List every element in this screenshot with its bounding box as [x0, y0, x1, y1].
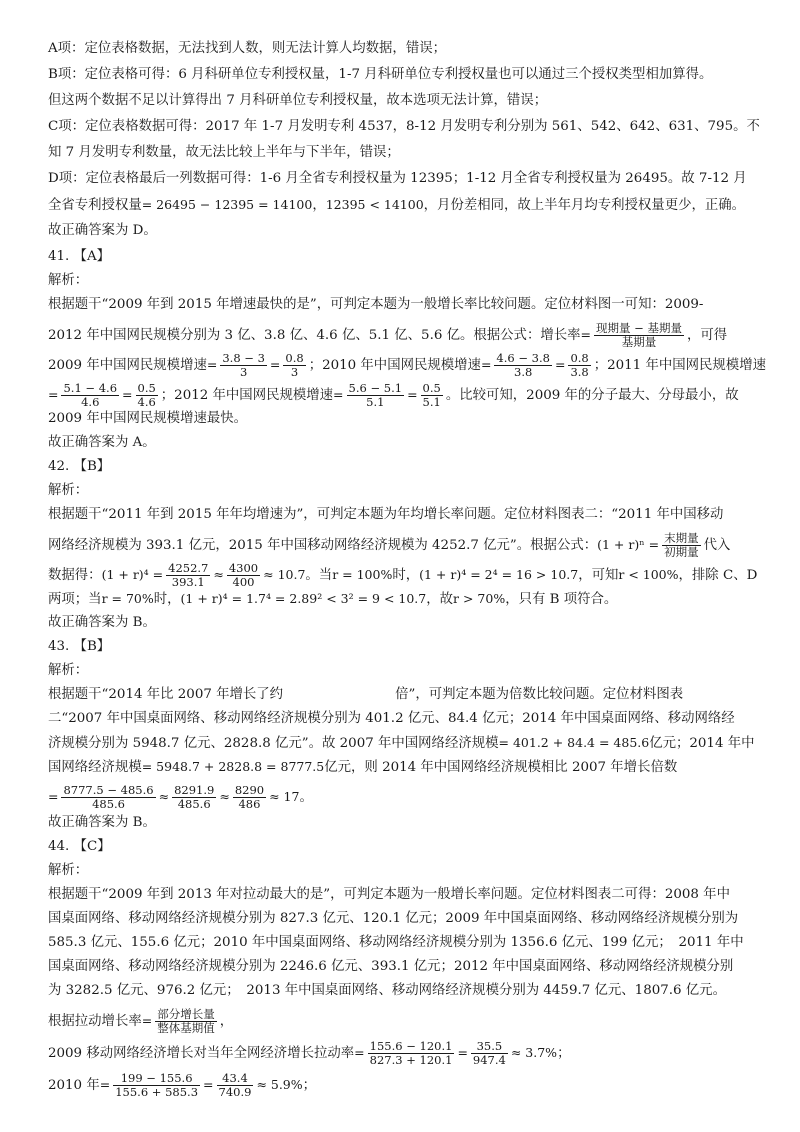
- option-b-line-2: 但这两个数据不足以计算得出 7 月科研单位专利授权量，故本选项无法计算，错误；: [48, 93, 548, 108]
- text: ，可得: [686, 328, 728, 343]
- analysis-label: 解析：: [48, 663, 89, 678]
- text: ；2011 年中国网民规模增速: [593, 358, 766, 373]
- fraction: $\frac{\text{现期量 − 基期量}}{\text{基期量}}$: [596, 321, 682, 349]
- q43-text-line-4: 国网络经济规模= 5948.7 + 2828.8 = 8777.5亿元，则 2014 年中国网络经济规模相比 2007 年增长倍数: [48, 759, 678, 775]
- text: 。比较可知，2009 年的分子最大、分母最小，故: [445, 388, 739, 403]
- text: 两项；当: [48, 592, 102, 607]
- q44-text-line-2: 国桌面网络、移动网络经济规模分别为 827.3 亿元、120.1 亿元；2009 年中国桌面网络、移动网络经济规模分别为: [48, 911, 739, 926]
- fraction: $\frac{5.6 - 5.1}{5.1}$: [348, 381, 403, 409]
- text: 根据拉动增长率: [48, 1014, 142, 1029]
- q41-text-line-5: 2009 年中国网民规模增速最快。: [48, 411, 248, 426]
- question-44-header: 44. 【C】: [48, 839, 111, 854]
- analysis-label: 解析：: [48, 273, 89, 288]
- text: 亿元，则 2014 年中国网络经济规模相比 2007 年增长倍数: [324, 760, 678, 775]
- text: 。: [299, 790, 313, 805]
- text: 济规模分别为 5948.7 亿元、2828.8 亿元”。故 2007 年中国网络经济规模: [48, 736, 499, 751]
- fraction: $\frac{4300}{400}$: [228, 561, 259, 589]
- fraction: $\frac{199 - 155.6}{155.6 + 585.3}$: [115, 1071, 199, 1099]
- fraction: $\frac{8291.9}{485.6}$: [174, 783, 215, 811]
- text: ，故: [426, 592, 454, 607]
- text: 全省专利授权量: [48, 198, 142, 213]
- text: ；: [302, 1078, 317, 1093]
- text: 时，: [153, 592, 181, 607]
- q42-text-line-1: 根据题干“2011 年到 2015 年年均增速为”，可判定本题为年均增长率问题。定位材料图表二：“2011 年中国移动: [48, 507, 724, 522]
- q43-text-line-3: 济规模分别为 5948.7 亿元、2828.8 亿元”。故 2007 年中国网络经济规模= 401.2 + 84.4 = 485.6亿元；2014 年中: [48, 735, 755, 751]
- q41-text-line-4: = $\frac{5.1 - 4.6}{4.6}$ = $\frac{0.5}{4.6}$ ；2012 年中国网民规模增速= $\frac{5.6 - 5.1}{5.1}$ = $\frac{0.5}{5.1}$ 。比较可知，2009 年的分子最大、分母最小，故: [48, 381, 739, 409]
- text: 2009 移动网络经济增长对当年全网经济增长拉动率: [48, 1046, 355, 1061]
- q44-text-line-6: 根据拉动增长率= $\frac{\text{部分增长量}}{\text{整体基期值}}$ ，: [48, 1007, 234, 1035]
- answer-line: 故正确答案为 D。: [48, 223, 157, 238]
- answer-line: 故正确答案为 A。: [48, 435, 156, 450]
- text: ，: [219, 1014, 234, 1029]
- q41-text-line-1: 根据题干“2009 年到 2015 年增速最快的是”，可判定本题为一般增长率比较问题。定位材料图一可知：2009-: [48, 297, 704, 312]
- text: 数据得：: [48, 568, 102, 583]
- text: 时，: [392, 568, 420, 583]
- text: 网络经济规模为 393.1 亿元，2015 年中国移动网络经济规模为 4252.7 亿元”。根据公式：: [48, 538, 598, 553]
- text: ，: [312, 198, 326, 213]
- q43-text-line-2: 二“2007 年中国桌面网络、移动网络经济规模分别为 401.2 亿元、84.4 亿元；2014 年中国桌面网络、移动网络经: [48, 711, 735, 726]
- fraction: $\frac{0.8}{3}$: [285, 351, 304, 379]
- option-d-line-2: [48, 196, 745, 215]
- q44-text-line-4: 国桌面网络、移动网络经济规模分别为 2246.6 亿元、393.1 亿元；2012 年中国桌面网络、移动网络经济规模分别: [48, 959, 734, 974]
- text: 2010 年: [48, 1078, 100, 1093]
- text: 。当: [305, 568, 333, 583]
- formula: 12395 < 14100: [325, 197, 424, 212]
- fraction: $\frac{8290}{486}$: [234, 783, 265, 811]
- text: ，月份差相同，故上半年月均专利授权量更少，正确。: [423, 198, 746, 213]
- q41-text-line-3: 2009 年中国网民规模增速= $\frac{3.8 - 3}{3}$ = $\frac{0.8}{3}$ ；2010 年中国网民规模增速= $\frac{4.6 - 3.8}{3.8}$ = $\frac{0.8}{3.8}$ ；2011 年中国网民规模增速: [48, 351, 766, 379]
- fraction: $\frac{5.1 - 4.6}{4.6}$: [63, 381, 118, 409]
- q44-text-line-8: 2010 年= $\frac{199 - 155.6}{155.6 + 585.3}$ = $\frac{43.4}{740.9}$ ≈ 5.9%；: [48, 1071, 317, 1099]
- q44-text-line-1: 根据题干“2009 年到 2013 年对拉动最大的是”，可判定本题为一般增长率问题。定位材料图表二可得：2008 年中: [48, 887, 730, 902]
- q42-text-line-2: 网络经济规模为 393.1 亿元，2015 年中国移动网络经济规模为 4252.7 亿元”。根据公式：(1 + r)ⁿ = $\frac{\text{末期量}}{\text{初期量}}$ 代入: [48, 531, 731, 559]
- q43-text-line-5: = $\frac{8777.5 - 485.6}{485.6}$ ≈ $\frac{8291.9}{485.6}$ ≈ $\frac{8290}{486}$ ≈ 17。: [48, 783, 313, 811]
- text: ；2012 年中国网民规模增速: [160, 388, 334, 403]
- q44-text-line-3: 585.3 亿元、155.6 亿元；2010 年中国桌面网络、移动网络经济规模分别为 1356.6 亿元、199 亿元； 2011 年中: [48, 935, 744, 950]
- fraction: $\frac{\text{末期量}}{\text{初期量}}$: [664, 531, 699, 559]
- formula: = 26495 − 12395 = 14100: [141, 197, 313, 212]
- text: 国网络经济规模: [48, 760, 142, 775]
- text: ；2010 年中国网民规模增速: [308, 358, 481, 373]
- q43-text-line-1: [48, 686, 683, 704]
- option-c-line-2: 知 7 月发明专利数量，故无法比较上半年与下半年，错误；: [48, 145, 400, 160]
- question-43-header: 43. 【B】: [48, 639, 111, 654]
- question-41-header: 41. 【A】: [48, 249, 111, 264]
- fraction: $\frac{0.5}{5.1}$: [422, 381, 441, 409]
- fraction: $\frac{35.5}{947.4}$: [472, 1039, 506, 1067]
- fraction: $\frac{4.6 - 3.8}{3.8}$: [496, 351, 550, 379]
- text: 根据题干“2014 年比 2007 年增长了约: [48, 687, 284, 702]
- text: 2012 年中国网民规模分别为 3 亿、3.8 亿、4.6 亿、5.1 亿、5.6 亿。根据公式：增长率: [48, 328, 581, 343]
- fraction: $\frac{0.5}{4.6}$: [137, 381, 156, 409]
- text: ，可知: [578, 568, 619, 583]
- answer-line: 故正确答案为 B。: [48, 815, 156, 830]
- q42-text-line-4: 两项；当r = 70%时，(1 + r)⁴ = 1.7⁴ = 2.89² < 3² = 9 < 10.7，故r > 70%，只有 B 项符合。: [48, 591, 618, 607]
- text: ；: [557, 1046, 571, 1061]
- option-c-line-1: C项：定位表格数据可得：2017 年 1-7 月发明专利 4537，8-12 月发明专利分别为 561、542、642、631、795。不: [48, 119, 760, 134]
- q42-text-line-3: 数据得：(1 + r)⁴ = $\frac{4252.7}{393.1}$ ≈ $\frac{4300}{400}$ ≈ 10.7。当r = 100%时，(1 + r)⁴ = 2⁴ = 16 > 10.7，可知r < 100%，排除 C、D: [48, 561, 758, 589]
- option-a-line: A项：定位表格数据，无法找到人数，则无法计算人均数据，错误；: [48, 41, 446, 56]
- text: ，排除 C、D: [678, 568, 758, 583]
- q44-text-line-7: 2009 移动网络经济增长对当年全网经济增长拉动率= $\frac{155.6 - 120.1}{827.3 + 120.1}$ = $\frac{35.5}{947.4}$ ≈ 3.7%；: [48, 1039, 571, 1067]
- q41-text-line-2: 2012 年中国网民规模分别为 3 亿、3.8 亿、4.6 亿、5.1 亿、5.6 亿。根据公式：增长率= $\frac{\text{现期量 − 基期量}}{\text{基期量}}$ ，可得: [48, 321, 728, 349]
- text: 倍”，可判定本题为倍数比较问题。定位材料图表: [395, 687, 684, 702]
- answer-line: 故正确答案为 B。: [48, 615, 156, 630]
- fraction: $\frac{3.8 - 3}{3}$: [222, 351, 265, 379]
- option-b-line-1: B项：定位表格可得：6 月科研单位专利授权量，1-7 月科研单位专利授权量也可以通过三个授权类型相加算得。: [48, 67, 713, 82]
- fraction: $\frac{\text{部分增长量}}{\text{整体基期值}}$: [157, 1007, 215, 1035]
- text: 2009 年中国网民规模增速: [48, 358, 207, 373]
- text: 代入: [703, 538, 731, 553]
- text: ，只有 B 项符合。: [505, 592, 618, 607]
- fraction: $\frac{4252.7}{393.1}$: [168, 561, 209, 589]
- analysis-label: 解析：: [48, 483, 89, 498]
- option-d-line-1: D项：定位表格最后一列数据可得：1-6 月全省专利授权量为 12395；1-12 月全省专利授权量为 26495。故 7-12 月: [48, 171, 747, 186]
- fraction: $\frac{43.4}{740.9}$: [218, 1071, 252, 1099]
- fraction: $\frac{155.6 - 120.1}{827.3 + 120.1}$: [369, 1039, 453, 1067]
- text: 亿元；2014 年中: [649, 736, 755, 751]
- q44-text-line-5: 为 3282.5 亿元、976.2 亿元； 2013 年中国桌面网络、移动网络经济规模分别为 4459.7 亿元、1807.6 亿元。: [48, 983, 726, 998]
- fraction: $\frac{8777.5 - 485.6}{485.6}$: [63, 783, 154, 811]
- question-42-header: 42. 【B】: [48, 459, 111, 474]
- analysis-label: 解析：: [48, 863, 89, 878]
- fraction: $\frac{0.8}{3.8}$: [570, 351, 589, 379]
